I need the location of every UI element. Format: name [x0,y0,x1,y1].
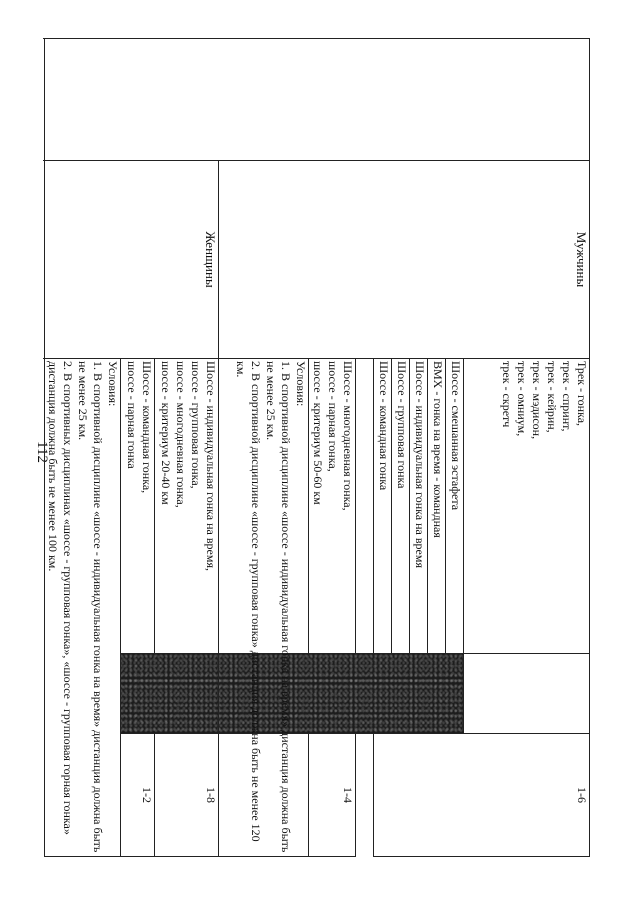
discipline-cell: Шоссе - индивидуальная гонка на время [410,359,428,654]
discipline-line: трек - скретч [500,361,514,428]
conditions-paragraph: 2. В спортивных дисциплинах «шоссе - групповая гонка», «шоссе - групповая горная гонка» дистанция должна быть не менее 100 км. [46,361,75,835]
gender-cell-women: Женщины [45,161,219,359]
conditions-paragraph: 2. В спортивной дисциплине «шоссе - групповая гонка» дистанция должна быть не менее 120 км. [234,361,263,842]
multiday-disciplines-cell [309,359,356,654]
page-number: 112 [34,441,50,463]
discipline-line: трек - кейрин, [545,361,559,433]
discipline-line: трек - омниум, [515,361,529,437]
discipline-line: Шоссе - командная гонка, [140,361,154,494]
discipline-line: шоссе - парная гонка, [326,361,340,472]
conditions-title: Условия: [294,361,308,407]
range-cell: 1-2 [121,734,155,857]
discipline-line: шоссе - групповая гонка, [189,361,203,489]
blank-column-cell [45,39,590,161]
discipline-line: шоссе - парная гонка [125,361,139,469]
discipline-cell: Шоссе - смешанная эстафета [446,359,464,654]
range-cell: 1-8 [155,734,219,857]
table-row [155,39,219,857]
discipline-line: Трек - гонка, [575,361,589,427]
track-disciplines-cell [464,359,590,654]
age-cell-blank [464,654,590,734]
conditions-paragraph: 1. В спортивной дисциплине «шоссе - индивидуальная гонка на время» дистанция должна быть не менее 25 км. [264,361,293,853]
rotated-table-container [46,38,590,856]
discipline-cell: Шоссе - командная гонка [374,359,392,654]
discipline-line: Шоссе - многодневная гонка, [341,361,355,511]
discipline-line: шоссе - критериум 50-60 км [311,361,325,505]
discipline-line: шоссе - многодневная гонка, [174,361,188,508]
conditions-cell-men [219,359,309,857]
conditions-paragraph: 1. В спортивной дисциплине «шоссе - индивидуальная гонка на время» дистанция должна быть не менее 25 км. [76,361,105,853]
women-team-disciplines-cell [121,359,155,654]
gender-cell-men: Мужчины [219,161,590,359]
discipline-line: трек - мэдисон, [530,361,544,440]
women-road-disciplines-cell [155,359,219,654]
discipline-line: трек - спринт, [560,361,574,432]
table-row [464,39,590,857]
discipline-cell: BMX - гонка на время - командная [428,359,446,654]
redacted-column-cell [121,654,219,734]
conditions-cell-women [45,359,121,857]
discipline-line: шоссе - критериум 20-40 км [159,361,173,505]
conditions-title: Условия: [106,361,120,407]
discipline-cell: Шоссе - групповая гонка [392,359,410,654]
range-cell: 1-6 [374,734,590,857]
discipline-line: Шоссе - индивидуальная гонка на время, [204,361,218,571]
range-cell: 1-4 [309,734,356,857]
sport-disciplines-table [44,38,590,857]
